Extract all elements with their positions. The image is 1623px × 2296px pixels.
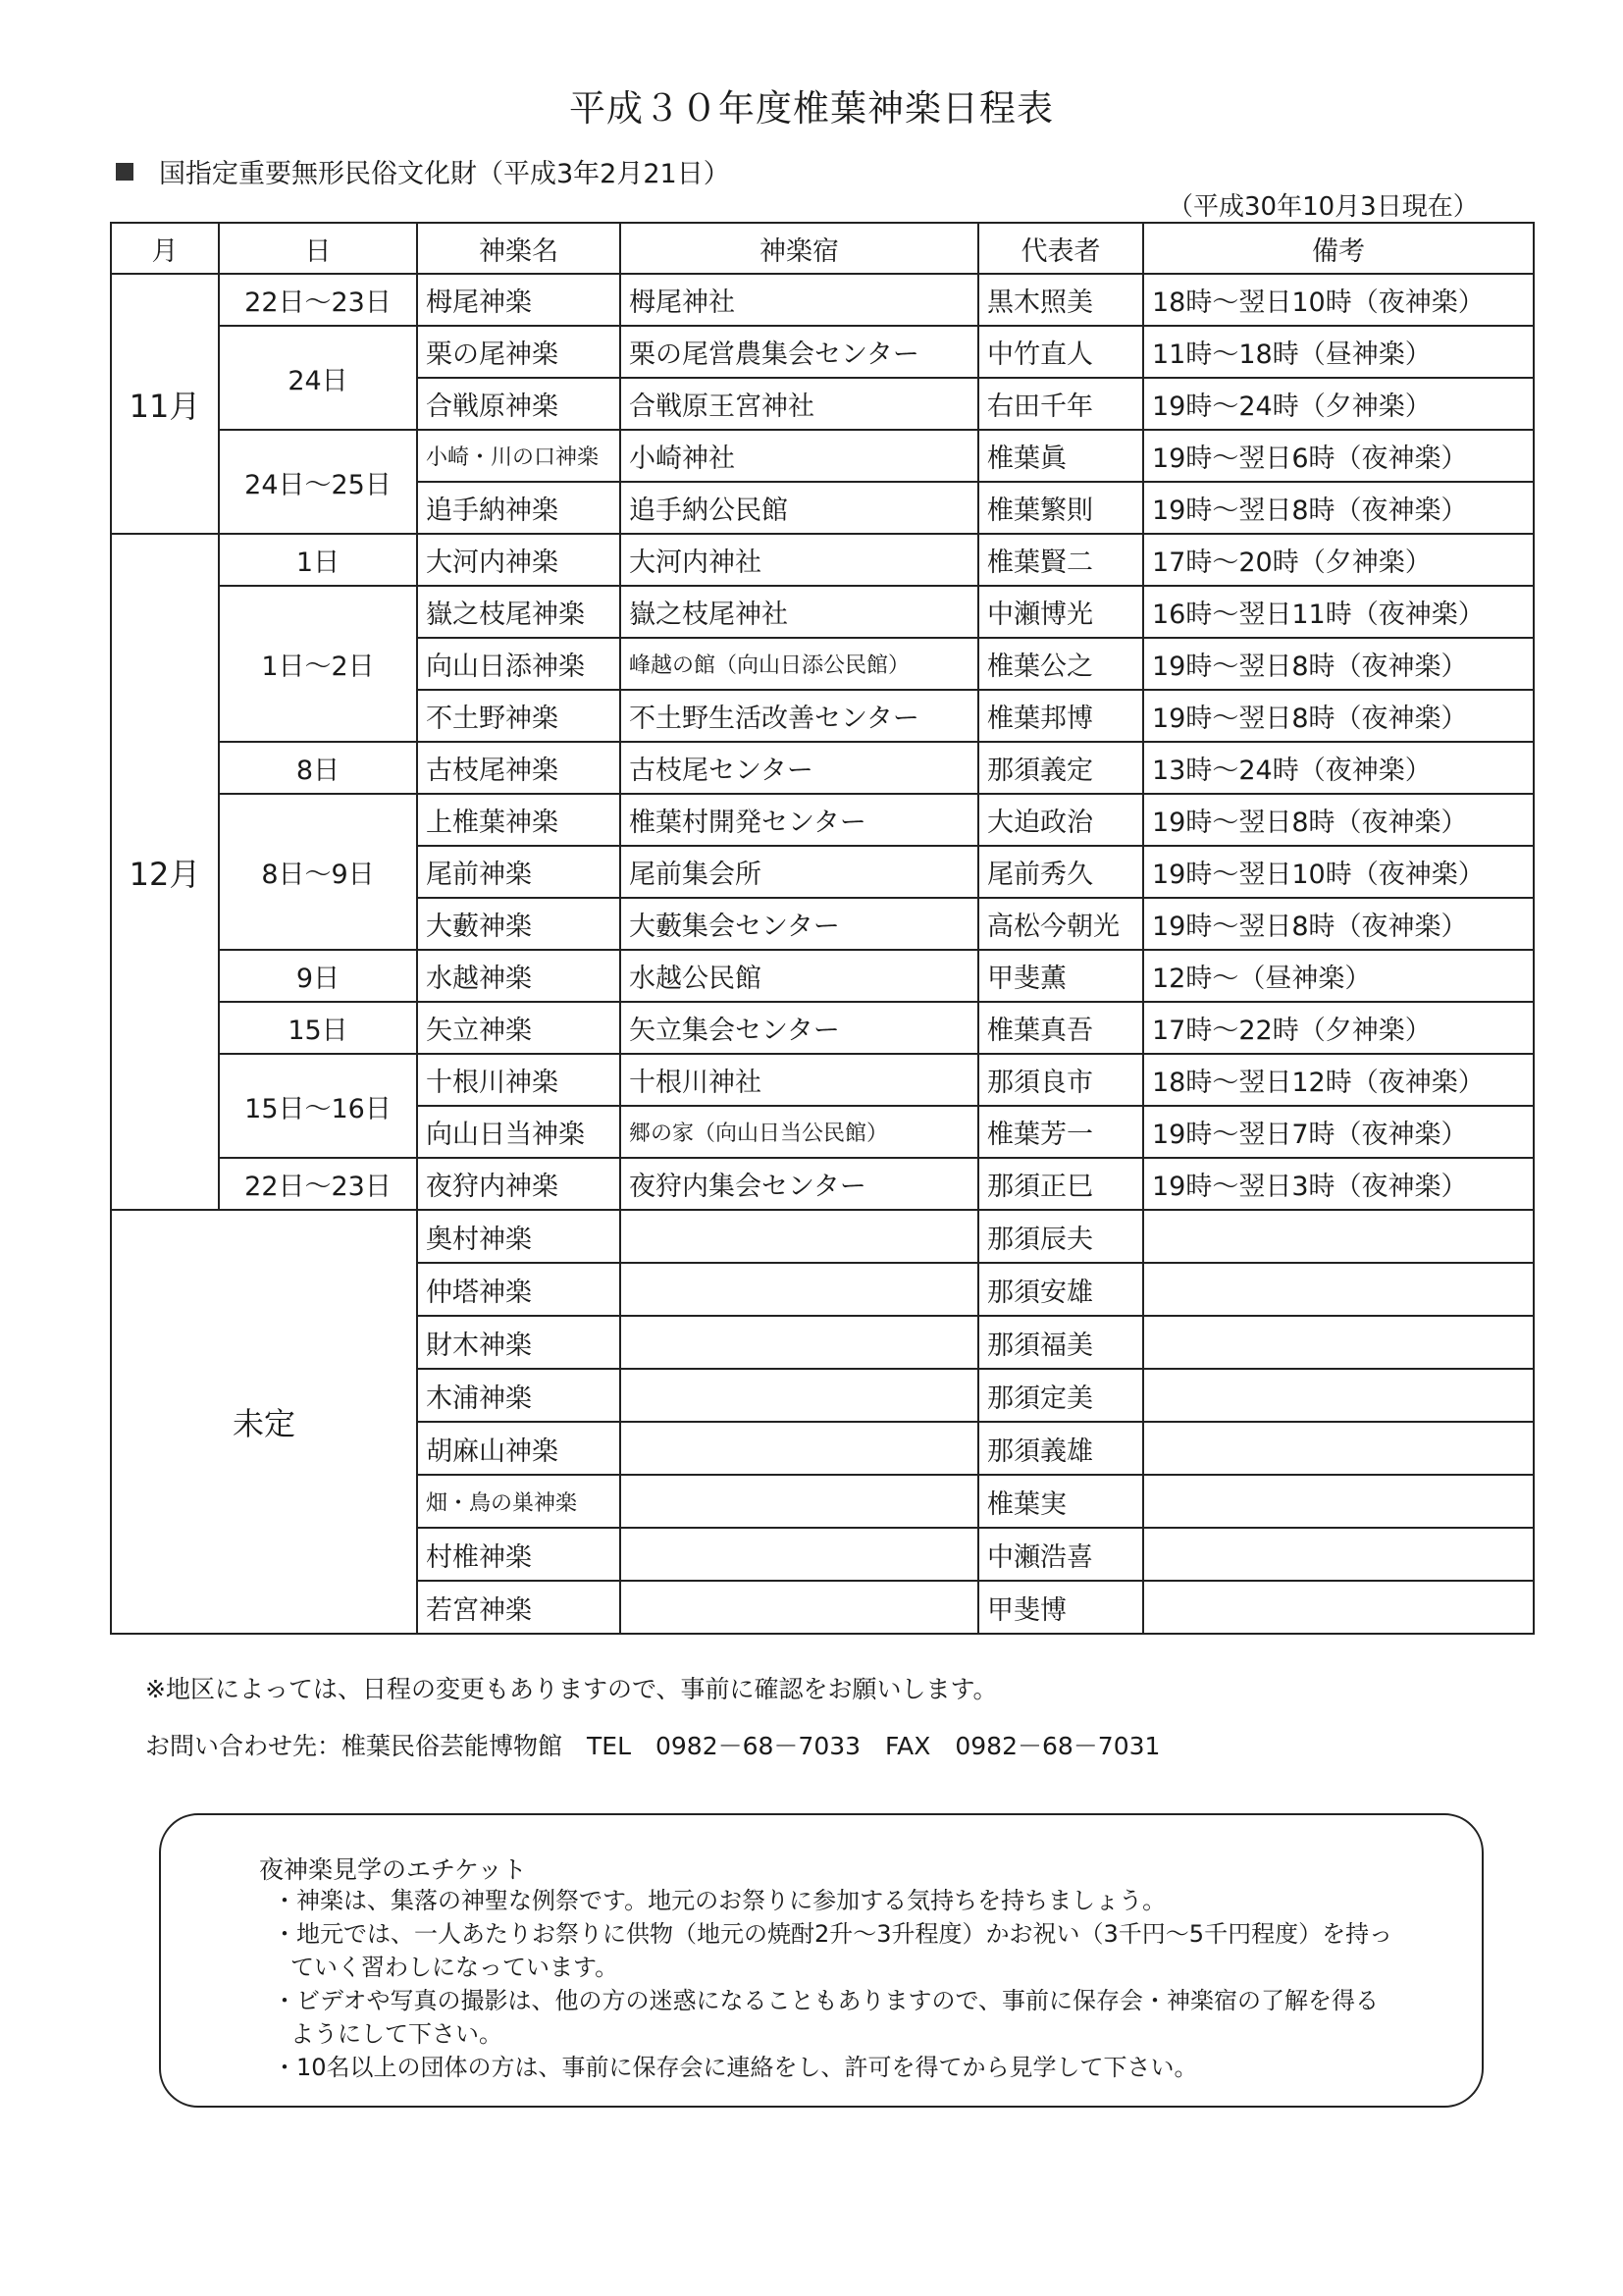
kagura-name: 栗の尾神楽 — [417, 326, 620, 378]
remarks — [1143, 1422, 1534, 1475]
remarks — [1143, 1210, 1534, 1263]
kagura-name: 夜狩内神楽 — [417, 1158, 620, 1210]
kagura-venue: 郷の家（向山日当公民館） — [620, 1106, 978, 1158]
kagura-name: 栂尾神楽 — [417, 274, 620, 326]
representative: 高松今朝光 — [978, 898, 1143, 950]
kagura-name: 財木神楽 — [417, 1316, 620, 1369]
day-cell: 9日 — [219, 950, 417, 1002]
representative: 那須義雄 — [978, 1422, 1143, 1475]
table-row — [111, 274, 1534, 326]
remarks: 17時～22時（夕神楽） — [1143, 1002, 1534, 1054]
representative: 黒木照美 — [978, 274, 1143, 326]
kagura-name: 矢立神楽 — [417, 1002, 620, 1054]
subtitle — [116, 152, 730, 190]
remarks: 19時～翌日8時（夜神楽） — [1143, 898, 1534, 950]
kagura-name: 胡麻山神楽 — [417, 1422, 620, 1475]
kagura-venue — [620, 1581, 978, 1634]
table-header-row — [111, 223, 1534, 274]
representative: 甲斐薫 — [978, 950, 1143, 1002]
kagura-name: 上椎葉神楽 — [417, 794, 620, 846]
kagura-venue — [620, 1263, 978, 1316]
remarks — [1143, 1475, 1534, 1528]
representative: 椎葉芳一 — [978, 1106, 1143, 1158]
day-cell: 24日 — [219, 326, 417, 430]
kagura-name: 合戦原神楽 — [417, 378, 620, 430]
kagura-venue — [620, 1210, 978, 1263]
representative: 那須正巳 — [978, 1158, 1143, 1210]
kagura-name: 仲塔神楽 — [417, 1263, 620, 1316]
undecided-cell: 未定 — [111, 1210, 417, 1634]
kagura-name: 向山日当神楽 — [417, 1106, 620, 1158]
representative: 中瀬浩喜 — [978, 1528, 1143, 1581]
remarks: 19時～翌日7時（夜神楽） — [1143, 1106, 1534, 1158]
etiquette-list — [273, 1884, 1401, 2084]
header-rep: 代表者 — [978, 223, 1143, 274]
remarks — [1143, 1528, 1534, 1581]
kagura-name: 村椎神楽 — [417, 1528, 620, 1581]
kagura-venue: 夜狩内集会センター — [620, 1158, 978, 1210]
header-day: 日 — [219, 223, 417, 274]
table-row — [111, 1158, 1534, 1210]
page-title: 平成３０年度椎葉神楽日程表 — [569, 87, 1054, 130]
table-row — [111, 950, 1534, 1002]
kagura-name: 木浦神楽 — [417, 1369, 620, 1422]
kagura-venue — [620, 1422, 978, 1475]
representative: 那須安雄 — [978, 1263, 1143, 1316]
representative: 那須定美 — [978, 1369, 1143, 1422]
day-cell: 15日 — [219, 1002, 417, 1054]
remarks: 13時～24時（夜神楽） — [1143, 742, 1534, 794]
kagura-venue: 十根川神社 — [620, 1054, 978, 1106]
day-cell: 1日～2日 — [219, 586, 417, 742]
kagura-name: 大河内神楽 — [417, 534, 620, 586]
kagura-venue — [620, 1316, 978, 1369]
day-cell: 1日 — [219, 534, 417, 586]
remarks: 12時～（昼神楽） — [1143, 950, 1534, 1002]
representative: 中竹直人 — [978, 326, 1143, 378]
remarks: 11時～18時（昼神楽） — [1143, 326, 1534, 378]
remarks: 19時～翌日10時（夜神楽） — [1143, 846, 1534, 898]
etiquette-title: 夜神楽見学のエチケット — [259, 1855, 527, 1884]
representative: 椎葉繁則 — [978, 482, 1143, 534]
representative: 椎葉眞 — [978, 430, 1143, 482]
header-name: 神楽名 — [417, 223, 620, 274]
table-row — [111, 326, 1534, 378]
representative: 那須義定 — [978, 742, 1143, 794]
remarks: 19時～翌日8時（夜神楽） — [1143, 638, 1534, 690]
remarks: 19時～24時（夕神楽） — [1143, 378, 1534, 430]
kagura-name: 嶽之枝尾神楽 — [417, 586, 620, 638]
kagura-name: 畑・鳥の巣神楽 — [417, 1475, 620, 1528]
kagura-venue — [620, 1475, 978, 1528]
month-cell: 11月 — [111, 274, 219, 534]
remarks: 17時～20時（夕神楽） — [1143, 534, 1534, 586]
representative: 那須辰夫 — [978, 1210, 1143, 1263]
kagura-venue: 小崎神社 — [620, 430, 978, 482]
etiquette-box — [159, 1813, 1484, 2108]
representative: 椎葉公之 — [978, 638, 1143, 690]
representative: 中瀬博光 — [978, 586, 1143, 638]
kagura-name: 不土野神楽 — [417, 690, 620, 742]
day-cell: 8日 — [219, 742, 417, 794]
kagura-name: 十根川神楽 — [417, 1054, 620, 1106]
kagura-name: 小崎・川の口神楽 — [417, 430, 620, 482]
representative: 尾前秀久 — [978, 846, 1143, 898]
kagura-name: 尾前神楽 — [417, 846, 620, 898]
header-month: 月 — [111, 223, 219, 274]
representative: 那須福美 — [978, 1316, 1143, 1369]
representative: 椎葉真吾 — [978, 1002, 1143, 1054]
day-cell: 15日～16日 — [219, 1054, 417, 1158]
remarks — [1143, 1263, 1534, 1316]
as-of-date: （平成30年10月3日現在） — [1168, 192, 1479, 222]
square-bullet-icon — [116, 163, 133, 181]
table-row — [111, 742, 1534, 794]
footnote: ※地区によっては、日程の変更もありますので、事前に確認をお願いします。 — [145, 1675, 998, 1703]
kagura-venue: 矢立集会センター — [620, 1002, 978, 1054]
representative: 右田千年 — [978, 378, 1143, 430]
kagura-venue: 古枝尾センター — [620, 742, 978, 794]
kagura-venue — [620, 1369, 978, 1422]
kagura-name: 大藪神楽 — [417, 898, 620, 950]
remarks: 19時～翌日8時（夜神楽） — [1143, 794, 1534, 846]
kagura-name: 追手納神楽 — [417, 482, 620, 534]
kagura-venue — [620, 1528, 978, 1581]
list-item: ・10名以上の団体の方は、事前に保存会に連絡をし、許可を得てから見学して下さい。 — [273, 2054, 1198, 2081]
remarks — [1143, 1316, 1534, 1369]
remarks: 18時～翌日12時（夜神楽） — [1143, 1054, 1534, 1106]
kagura-venue: 不土野生活改善センター — [620, 690, 978, 742]
table-row — [111, 1210, 1534, 1263]
kagura-venue: 合戦原王宮神社 — [620, 378, 978, 430]
table-row — [111, 430, 1534, 482]
table-row — [111, 534, 1534, 586]
day-cell: 8日～9日 — [219, 794, 417, 950]
remarks: 18時～翌日10時（夜神楽） — [1143, 274, 1534, 326]
remarks: 19時～翌日6時（夜神楽） — [1143, 430, 1534, 482]
kagura-name: 古枝尾神楽 — [417, 742, 620, 794]
remarks — [1143, 1581, 1534, 1634]
list-item: ・ビデオや写真の撮影は、他の方の迷惑になることもありますので、事前に保存会・神楽宿の了解を得るようにして下さい。 — [273, 1987, 1380, 2048]
subtitle-text: 国指定重要無形民俗文化財（平成3年2月21日） — [159, 159, 730, 189]
header-note: 備考 — [1143, 223, 1534, 274]
list-item: ・神楽は、集落の神聖な例祭です。地元のお祭りに参加する気持ちを持ちましょう。 — [273, 1887, 1167, 1914]
kagura-venue: 栗の尾営農集会センター — [620, 326, 978, 378]
representative: 那須良市 — [978, 1054, 1143, 1106]
kagura-venue: 水越公民館 — [620, 950, 978, 1002]
representative: 椎葉邦博 — [978, 690, 1143, 742]
kagura-venue: 追手納公民館 — [620, 482, 978, 534]
representative: 椎葉実 — [978, 1475, 1143, 1528]
kagura-venue: 嶽之枝尾神社 — [620, 586, 978, 638]
table-row — [111, 586, 1534, 638]
kagura-venue: 椎葉村開発センター — [620, 794, 978, 846]
remarks: 19時～翌日8時（夜神楽） — [1143, 482, 1534, 534]
kagura-name: 向山日添神楽 — [417, 638, 620, 690]
kagura-name: 水越神楽 — [417, 950, 620, 1002]
kagura-name: 奥村神楽 — [417, 1210, 620, 1263]
kagura-venue: 栂尾神社 — [620, 274, 978, 326]
schedule-table — [110, 222, 1535, 1635]
kagura-venue: 大藪集会センター — [620, 898, 978, 950]
kagura-venue: 尾前集会所 — [620, 846, 978, 898]
representative: 椎葉賢二 — [978, 534, 1143, 586]
remarks: 19時～翌日8時（夜神楽） — [1143, 690, 1534, 742]
month-cell: 12月 — [111, 534, 219, 1210]
remarks — [1143, 1369, 1534, 1422]
table-row — [111, 1002, 1534, 1054]
remarks: 19時～翌日3時（夜神楽） — [1143, 1158, 1534, 1210]
day-cell: 22日～23日 — [219, 274, 417, 326]
table-row — [111, 1054, 1534, 1106]
representative: 甲斐博 — [978, 1581, 1143, 1634]
kagura-venue: 峰越の館（向山日添公民館） — [620, 638, 978, 690]
table-row — [111, 794, 1534, 846]
day-cell: 24日～25日 — [219, 430, 417, 534]
representative: 大迫政治 — [978, 794, 1143, 846]
kagura-venue: 大河内神社 — [620, 534, 978, 586]
kagura-name: 若宮神楽 — [417, 1581, 620, 1634]
remarks: 16時～翌日11時（夜神楽） — [1143, 586, 1534, 638]
list-item: ・地元では、一人あたりお祭りに供物（地元の焼酎2升～3升程度）かお祝い（3千円～5千円程度）を持っていく習わしになっています。 — [273, 1920, 1393, 1981]
day-cell: 22日～23日 — [219, 1158, 417, 1210]
header-venue: 神楽宿 — [620, 223, 978, 274]
contact-info: お問い合わせ先：椎葉民俗芸能博物館 TEL 0982－68－7033 FAX 0982－68－7031 — [145, 1732, 1161, 1760]
